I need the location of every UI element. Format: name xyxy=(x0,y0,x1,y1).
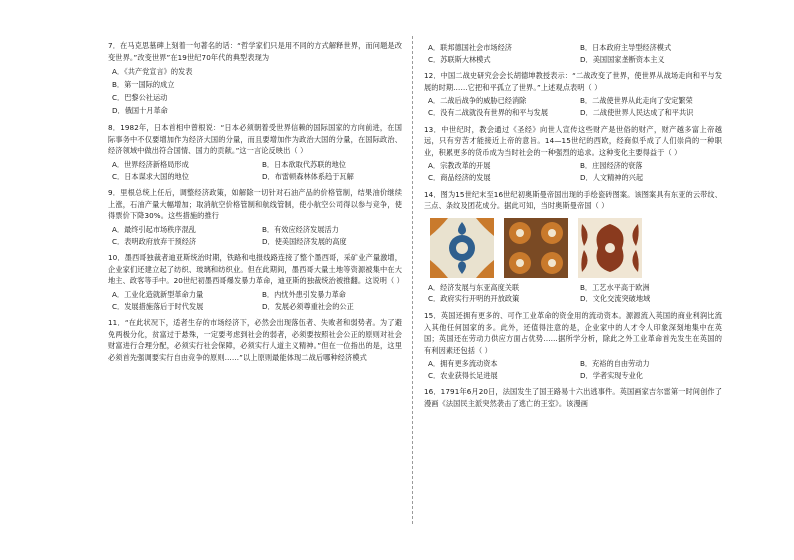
question-9-stem: 9．里根总统上任后，调整经济政策，如解除一切针对石油产品的价格管制，结果油价继续上涨，石油产量大幅增加；取消航空价格管制和航线管制，使小航空公司得以参与竞争，使得票价下降30%。这些措施的推行 xyxy=(108,188,402,221)
option[interactable]: C．发展措施落后于时代发展 xyxy=(112,301,204,311)
question-16-stem: 16．1791年6月20日，法国发生了国王路易十六出逃事件。英国画家吉尔雷第一时间创作了漫画《法国民主派突然袭击了逃亡的王室》。该漫画 xyxy=(424,387,722,409)
option[interactable]: B．日本欲取代苏联的地位 xyxy=(262,159,346,169)
left-column xyxy=(108,40,402,363)
option[interactable]: C．没有二战就没有世界的和平与发展 xyxy=(428,107,549,117)
question-15-options xyxy=(424,358,722,381)
tile-images xyxy=(430,218,722,278)
option[interactable]: A．拥有更多流动资本 xyxy=(428,359,498,369)
question-7-stem: 7．在马克思墓碑上刻着一句著名的话：“哲学家们只是用不同的方式解释世界，而问题是改变世界。”改变世界”在19世纪70年代的典型表现为 xyxy=(108,41,402,62)
option[interactable]: C．政府实行开明的开放政策 xyxy=(428,294,520,304)
question-8-options xyxy=(108,159,402,182)
option[interactable]: A．经济发展与东亚高度关联 xyxy=(428,282,520,292)
question-10-stem: 10．墨西哥独裁者迪亚斯统治时期，铁路和电报线路连接了整个墨西哥，采矿业产量激增，企业家们还建立起了纺织、玻璃和纺织业。但在此期间，墨西哥大量土地等资源被集中在大地主、政客等手中。20世纪初墨西哥爆发暴力革命，迪亚斯的独裁统治被推翻。这说明（ ） xyxy=(108,253,404,286)
question-14-options xyxy=(424,282,722,305)
option[interactable]: A．世界经济新格局形成 xyxy=(112,159,189,169)
right-column xyxy=(424,40,722,410)
option[interactable]: B．日本政府主导型经济模式 xyxy=(580,43,672,52)
option[interactable]: D．人文精神的兴起 xyxy=(580,172,644,182)
question-14-stem: 14．图为15世纪末至16世纪初奥斯曼帝国出现的手绘瓷砖图案。该图案具有东亚的云带纹、三点、条纹及团花成分。据此可知，当时奥斯曼帝国（ ） xyxy=(424,189,722,211)
option[interactable]: A．联邦德国社会市场经济 xyxy=(428,43,512,52)
option[interactable]: A．《共产党宣言》的发表 xyxy=(112,67,193,77)
question-11-options xyxy=(424,42,722,65)
option[interactable]: C．苏联斯大林模式 xyxy=(428,54,491,64)
question-7-options xyxy=(108,65,402,117)
option[interactable]: D．学者实现专业化 xyxy=(580,370,644,380)
question-8-stem: 8．1982年，日本首相中曾根说：“日本必须朝着受世界信赖的国际国家的方向前进，在国际事务中不仅要增加作为经济大国的分量，而且要增加作为政治大国的分量，在国际政治、经济领域中做出符合国情、国力的贡献。”这一言论反映出（ ） xyxy=(108,123,402,156)
column-divider xyxy=(412,36,413,524)
option[interactable]: D．美国国家垄断资本主义 xyxy=(580,54,665,64)
question-12-stem: 12．中国二战史研究会会长胡德坤教授表示：“二战改变了世界，使世界从战场走向和平与发展的时期……它把和平孤立了世界。”上述观点表明（ ） xyxy=(424,71,722,92)
option[interactable]: A．工业化造就新型革命力量 xyxy=(112,289,204,299)
option[interactable]: B．工艺水平高于欧洲 xyxy=(580,282,650,292)
tile-pattern-1-icon xyxy=(430,218,494,278)
question-15-stem: 15．英国还拥有更多的、可作工业革命的资金用的流动资本。源源流入英国的商业利润比流入其他任何国家的多。此外，还值得注意的是，企业家中的人才令人印象深刻地集中在英国；英国还在劳动力供应方面占优势……据所学分析，除此之外工业革命首先发生在英国的有利因素还包括（ ） xyxy=(424,310,722,355)
option[interactable]: D．使美国经济发展的高度 xyxy=(262,236,347,246)
option[interactable]: C．巴黎公社运动 xyxy=(112,93,168,103)
option[interactable]: B．内忧外患引发暴力革命 xyxy=(262,289,346,299)
option[interactable]: C．日本谋求大国的地位 xyxy=(112,171,189,181)
question-13-stem: 13．中世纪时，教会通过《圣经》向世人宣传这些财产是世俗的财产，财产越多富上帝越远，只有穷苦才能接近上帝的意旨。14—15世纪的西欧，经商似乎成了人们崇尚的一种职业，积累更多的货币成为当时社会的一种强烈的追求。这种变化主要得益于（ ） xyxy=(424,124,722,157)
option[interactable]: B．二战使世界从此走向了安定繁荣 xyxy=(580,96,693,106)
option[interactable]: D．俄国十月革命 xyxy=(112,106,168,116)
tile-pattern-3-icon xyxy=(578,218,642,278)
option[interactable]: C．商品经济的发展 xyxy=(428,172,491,182)
question-11-stem: 11．“在此状况下，适者生存的市场经济下，必然会出现落伍者、失败者和弱势者。为了避免两极分化，贫富过于悬殊，一定要考虑到社会的弱者，必须要按照社会公正的原则对社会财富进行合理分配，必须实行社会保障，必须实行人道主义精神。”但在一位指出的是，这里必须首先强调要实行自由竞争的原则……”以上原则最能体现二战后哪种经济模式 xyxy=(108,318,402,362)
question-9-options xyxy=(108,224,402,247)
option[interactable]: C．表明政府放弃干预经济 xyxy=(112,236,197,246)
option[interactable]: B．庄园经济的衰落 xyxy=(580,161,643,171)
option[interactable]: A．最终引起市场秩序混乱 xyxy=(112,224,196,234)
option[interactable]: D．发展必须尊重社会的公正 xyxy=(262,301,354,311)
option[interactable]: A．宗教改革的开展 xyxy=(428,161,491,171)
option[interactable]: D．文化交流突破地域 xyxy=(580,294,651,304)
question-12-options xyxy=(424,95,722,118)
option[interactable]: B．充裕的自由劳动力 xyxy=(580,359,650,369)
option[interactable]: C．农业获得长足进展 xyxy=(428,370,498,380)
option[interactable]: A．二战后战争的威胁已经消除 xyxy=(428,96,527,106)
option[interactable]: B．有效应经济发展活力 xyxy=(262,224,339,234)
option[interactable]: D．布雷顿森林体系趋于瓦解 xyxy=(262,171,354,181)
question-10-options xyxy=(108,289,402,312)
question-13-options xyxy=(424,160,722,183)
option[interactable]: D．二战使世界人民达成了和平共识 xyxy=(580,107,694,117)
tile-pattern-2-icon xyxy=(504,218,568,278)
option[interactable]: B．第一国际的成立 xyxy=(112,80,175,90)
